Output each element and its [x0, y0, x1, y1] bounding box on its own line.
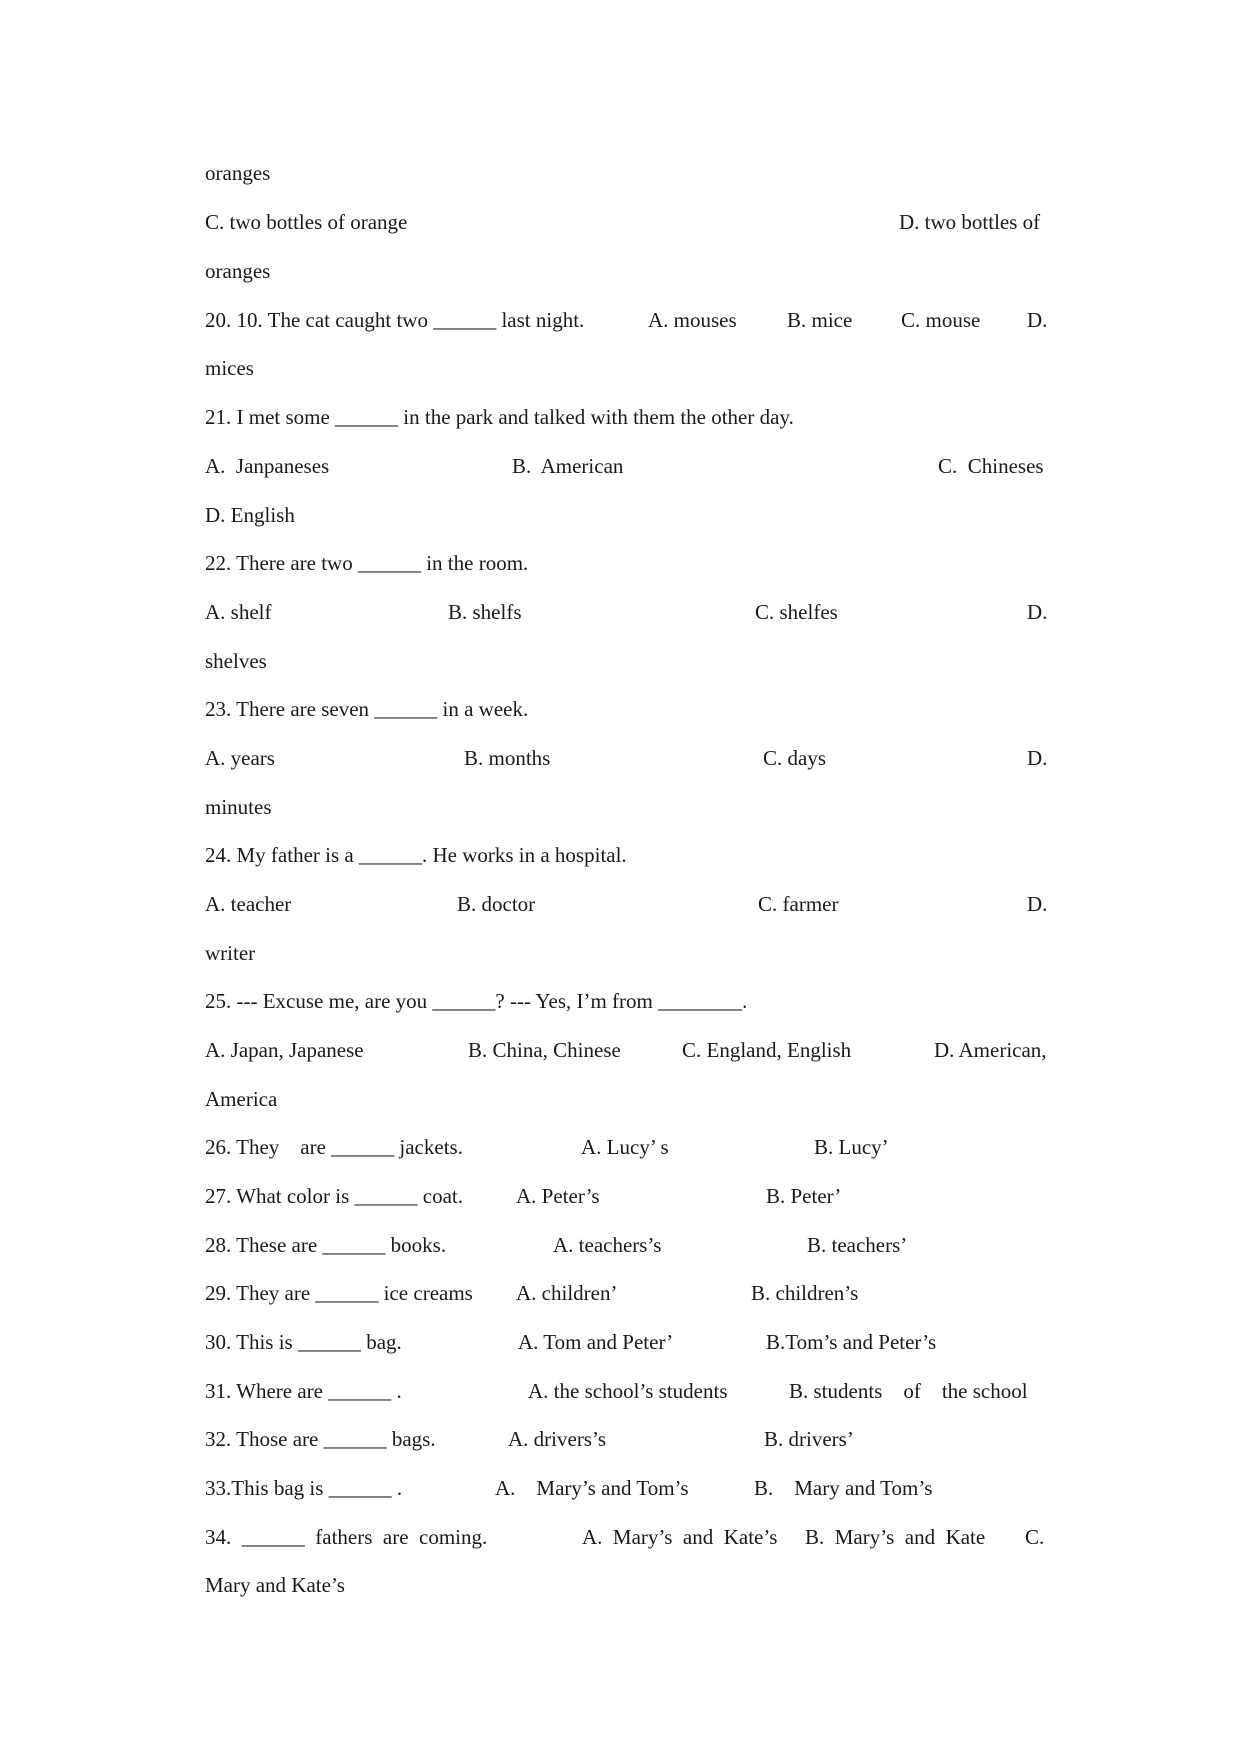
option-line	[205, 743, 1047, 773]
option-a: A. Tom and Peter’	[518, 1330, 674, 1354]
question-22	[205, 548, 1047, 578]
question-30	[205, 1327, 1047, 1357]
option-a: A. Lucy’ s	[581, 1135, 669, 1159]
question-25	[205, 986, 1047, 1016]
option-b: B. China, Chinese	[468, 1038, 621, 1062]
question-text: 30. This is ______ bag.	[205, 1330, 402, 1354]
line-text: minutes	[205, 795, 272, 819]
question-31	[205, 1376, 1047, 1406]
option-c: C. days	[763, 746, 826, 770]
option-line	[205, 451, 1047, 481]
line-text: shelves	[205, 649, 267, 673]
text-line	[205, 792, 1047, 822]
question-text: 20. 10. The cat caught two ______ last night.	[205, 308, 585, 332]
option-b: B. children’s	[751, 1281, 859, 1305]
option-c: C. England, English	[682, 1038, 852, 1062]
option-a: A. drivers’s	[508, 1427, 606, 1451]
option-a: A. shelf	[205, 600, 272, 624]
question-text: 24. My father is a ______. He works in a hospital.	[205, 843, 627, 867]
option-c-continued: Mary and Kate’s	[205, 1573, 345, 1597]
question-32	[205, 1424, 1047, 1454]
option-line	[205, 500, 1047, 530]
line-text: oranges	[205, 259, 271, 283]
text-line	[205, 256, 1047, 286]
question-text: 21. I met some ______ in the park and talked with them the other day.	[205, 405, 794, 429]
text-line	[205, 646, 1047, 676]
option-a: A. mouses	[648, 308, 737, 332]
question-29	[205, 1278, 1047, 1308]
text-line	[205, 938, 1047, 968]
option-line	[205, 597, 1047, 627]
question-text: 26. They are ______ jackets.	[205, 1135, 463, 1159]
question-text: 29. They are ______ ice creams	[205, 1281, 473, 1305]
question-34	[205, 1522, 1047, 1552]
option-a: A. Japan, Japanese	[205, 1038, 364, 1062]
option-d: D.	[1027, 892, 1048, 916]
option-d: D. English	[205, 503, 295, 527]
line-text: oranges	[205, 161, 271, 185]
option-line	[205, 1570, 1047, 1600]
question-text: 27. What color is ______ coat.	[205, 1184, 463, 1208]
question-text: 32. Those are ______ bags.	[205, 1427, 436, 1451]
question-24	[205, 840, 1047, 870]
option-b: B. mice	[787, 308, 853, 332]
option-b: B. students of the school	[789, 1379, 1028, 1403]
option-c: C. two bottles of orange	[205, 210, 408, 234]
option-b: B. months	[464, 746, 551, 770]
option-a: A. Mary’s and Kate’s	[582, 1525, 778, 1549]
option-a: A. years	[205, 746, 275, 770]
option-d: D. American,	[934, 1038, 1047, 1062]
option-d: D.	[1027, 600, 1048, 624]
text-line	[205, 353, 1047, 383]
question-27	[205, 1181, 1047, 1211]
question-23	[205, 694, 1047, 724]
text-line	[205, 1084, 1047, 1114]
option-line	[205, 889, 1047, 919]
option-c: C. mouse	[901, 308, 981, 332]
question-text: 22. There are two ______ in the room.	[205, 551, 529, 575]
option-line	[205, 1035, 1047, 1065]
option-a: A. Janpaneses	[205, 454, 330, 478]
option-c: C.	[1025, 1525, 1045, 1549]
question-text: 31. Where are ______ .	[205, 1379, 402, 1403]
text-line	[205, 158, 1047, 188]
option-a: A. children’	[516, 1281, 618, 1305]
question-text: 34. ______ fathers are coming.	[205, 1525, 488, 1549]
line-text: mices	[205, 356, 254, 380]
option-d: D.	[1027, 746, 1048, 770]
option-c: C. farmer	[758, 892, 839, 916]
option-line	[205, 207, 1047, 237]
option-a: A. teachers’s	[553, 1233, 662, 1257]
option-c: C. Chineses	[938, 454, 1044, 478]
option-b: B. drivers’	[764, 1427, 854, 1451]
question-28	[205, 1230, 1047, 1260]
option-a: A. teacher	[205, 892, 292, 916]
option-b: B. Mary and Tom’s	[754, 1476, 933, 1500]
question-26	[205, 1132, 1047, 1162]
option-b: B. shelfs	[448, 600, 522, 624]
option-d: D.	[1027, 308, 1048, 332]
option-a: A. the school’s students	[528, 1379, 728, 1403]
question-text: 25. --- Excuse me, are you ______? --- Yes, I’m from ________.	[205, 989, 748, 1013]
option-b: B. Lucy’	[814, 1135, 889, 1159]
option-b: B. doctor	[457, 892, 536, 916]
question-21	[205, 402, 1047, 432]
line-text: writer	[205, 941, 256, 965]
option-c: C. shelfes	[755, 600, 838, 624]
question-text: 33.This bag is ______ .	[205, 1476, 403, 1500]
question-text: 23. There are seven ______ in a week.	[205, 697, 529, 721]
option-b: B. Mary’s and Kate	[805, 1525, 986, 1549]
option-a: A. Peter’s	[516, 1184, 600, 1208]
line-text: America	[205, 1087, 278, 1111]
option-b: B. American	[512, 454, 624, 478]
question-20	[205, 305, 1047, 335]
question-33	[205, 1473, 1047, 1503]
option-d: D. two bottles of	[899, 210, 1041, 234]
option-b: B.Tom’s and Peter’s	[766, 1330, 937, 1354]
question-text: 28. These are ______ books.	[205, 1233, 447, 1257]
option-b: B. teachers’	[807, 1233, 908, 1257]
option-a: A. Mary’s and Tom’s	[495, 1476, 689, 1500]
option-b: B. Peter’	[766, 1184, 842, 1208]
